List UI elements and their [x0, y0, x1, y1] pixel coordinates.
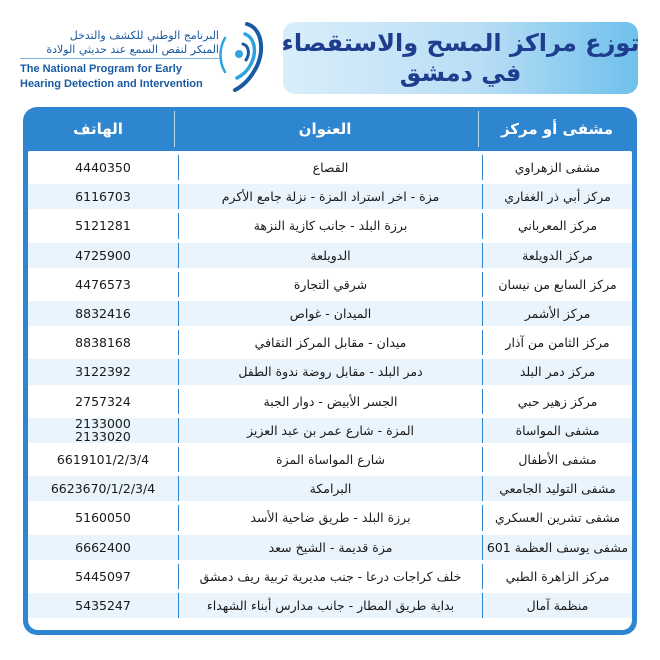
- cell-phone: [28, 418, 178, 443]
- table-row: [28, 272, 632, 297]
- cell-address: المزة - شارع عمر بن عبد العزيز: [178, 418, 482, 443]
- cell-name: مشفى التوليد الجامعي: [482, 476, 632, 501]
- cell-name: مركز دمر البلد: [482, 359, 632, 384]
- cell-name: مركز الثامن من آذار: [482, 330, 632, 355]
- table-row: [28, 447, 632, 472]
- cell-name: منظمة آمال: [482, 593, 632, 618]
- phone-number: 8832416: [75, 306, 131, 322]
- cell-phone: [28, 389, 178, 414]
- phone-number: 5435247: [75, 598, 131, 614]
- cell-name: مركز الزاهرة الطبي: [482, 564, 632, 589]
- table-row: [28, 155, 632, 180]
- phone-number: 2133020: [75, 429, 131, 445]
- cell-address: الميدان - غواص: [178, 301, 482, 326]
- phone-number: 6619101/2/3/4: [56, 452, 150, 468]
- phone-number: 5445097: [75, 568, 131, 584]
- cell-phone: [28, 505, 178, 530]
- phone-number: 5160050: [75, 510, 131, 526]
- table-row: [28, 476, 632, 501]
- page-subtitle: في دمشق: [399, 59, 522, 87]
- centers-table: [23, 107, 637, 635]
- table-row: [28, 564, 632, 589]
- phone-number: 4476573: [75, 276, 131, 292]
- column-header-address: العنوان: [298, 120, 352, 138]
- table-row: [28, 301, 632, 326]
- cell-name: مركز أبي ذر الغفاري: [482, 184, 632, 209]
- phone-number: 2757324: [75, 393, 131, 409]
- title-banner: [283, 22, 638, 94]
- page-title: توزع مراكز المسح والاستقصاء: [281, 29, 640, 57]
- cell-phone: [28, 272, 178, 297]
- cell-address: مزة قديمة - الشيخ سعد: [178, 535, 482, 560]
- cell-address: الدويلعة: [178, 243, 482, 268]
- cell-phone: [28, 243, 178, 268]
- logo-arabic-line2: المبكر لنقص السمع عند حديثي الولادة: [46, 43, 219, 56]
- cell-address: شرقي التجارة: [178, 272, 482, 297]
- phone-number: 4725900: [75, 247, 131, 263]
- phone-number: 5121281: [75, 218, 131, 234]
- cell-phone: [28, 535, 178, 560]
- cell-phone: [28, 184, 178, 209]
- cell-address: البرامكة: [178, 476, 482, 501]
- table-row: [28, 359, 632, 384]
- logo-divider: [20, 58, 219, 59]
- table-row: [28, 213, 632, 238]
- header-divider: [478, 111, 479, 147]
- cell-address: مزة - اخر استراد المزة - نزلة جامع الأكرم: [178, 184, 482, 209]
- table-row: [28, 184, 632, 209]
- cell-name: مشفى يوسف العظمة 601: [482, 535, 632, 560]
- cell-address: الجسر الأبيض - دوار الجبة: [178, 389, 482, 414]
- table-header: [23, 107, 637, 151]
- column-header-name: مشفى أو مركز: [500, 120, 614, 138]
- cell-phone: [28, 213, 178, 238]
- table-row: [28, 418, 632, 443]
- header-divider: [174, 111, 175, 147]
- cell-address: شارع المواساة المزة: [178, 447, 482, 472]
- table-row: [28, 330, 632, 355]
- phone-number: 6623670/1/2/3/4: [50, 481, 156, 497]
- cell-name: مركز الدويلعة: [482, 243, 632, 268]
- cell-name: مشفى المواساة: [482, 418, 632, 443]
- table-row: [28, 593, 632, 618]
- phone-number: 3122392: [75, 364, 131, 380]
- cell-phone: [28, 564, 178, 589]
- table-row: [28, 389, 632, 414]
- column-header-phone: الهاتف: [73, 120, 123, 138]
- phone-number: 6116703: [75, 189, 131, 205]
- logo-english-line1: The National Program for Early: [20, 63, 182, 75]
- cell-address: دمر البلد - مقابل روضة ندوة الطفل: [178, 359, 482, 384]
- cell-name: مركز السابع من نيسان: [482, 272, 632, 297]
- cell-address: القصاع: [178, 155, 482, 180]
- cell-phone: [28, 593, 178, 618]
- cell-address: بداية طريق المطار - جانب مدارس أبناء الشهداء: [178, 593, 482, 618]
- cell-name: مشفى الزهراوي: [482, 155, 632, 180]
- cell-phone: [28, 330, 178, 355]
- table-row: [28, 243, 632, 268]
- cell-name: مركز الأشمر: [482, 301, 632, 326]
- table-row: [28, 535, 632, 560]
- phone-number: 4440350: [75, 160, 131, 176]
- cell-phone: [28, 301, 178, 326]
- cell-address: ميدان - مقابل المركز الثقافي: [178, 330, 482, 355]
- logo-english-line2: Hearing Detection and Intervention: [20, 78, 203, 90]
- cell-phone: [28, 476, 178, 501]
- cell-address: برزة البلد - جانب كازية النزهة: [178, 213, 482, 238]
- phone-number: 8838168: [75, 335, 131, 351]
- cell-phone: [28, 155, 178, 180]
- program-logo: [20, 18, 265, 98]
- logo-arabic-line1: البرنامج الوطني للكشف والتدخل: [69, 29, 219, 42]
- cell-address: برزة البلد - طريق ضاحية الأسد: [178, 505, 482, 530]
- ear-hearing-icon: [217, 18, 265, 98]
- table-row: [28, 505, 632, 530]
- cell-phone: [28, 359, 178, 384]
- cell-address: خلف كراجات درعا - جنب مديرية تربية ريف دمشق: [178, 564, 482, 589]
- cell-name: مشفى تشرين العسكري: [482, 505, 632, 530]
- cell-name: مشفى الأطفال: [482, 447, 632, 472]
- cell-name: مركز زهير حبي: [482, 389, 632, 414]
- cell-name: مركز المعرباني: [482, 213, 632, 238]
- phone-number: 2133000: [75, 416, 131, 432]
- table-body: [28, 151, 632, 630]
- phone-number: 6662400: [75, 539, 131, 555]
- cell-phone: [28, 447, 178, 472]
